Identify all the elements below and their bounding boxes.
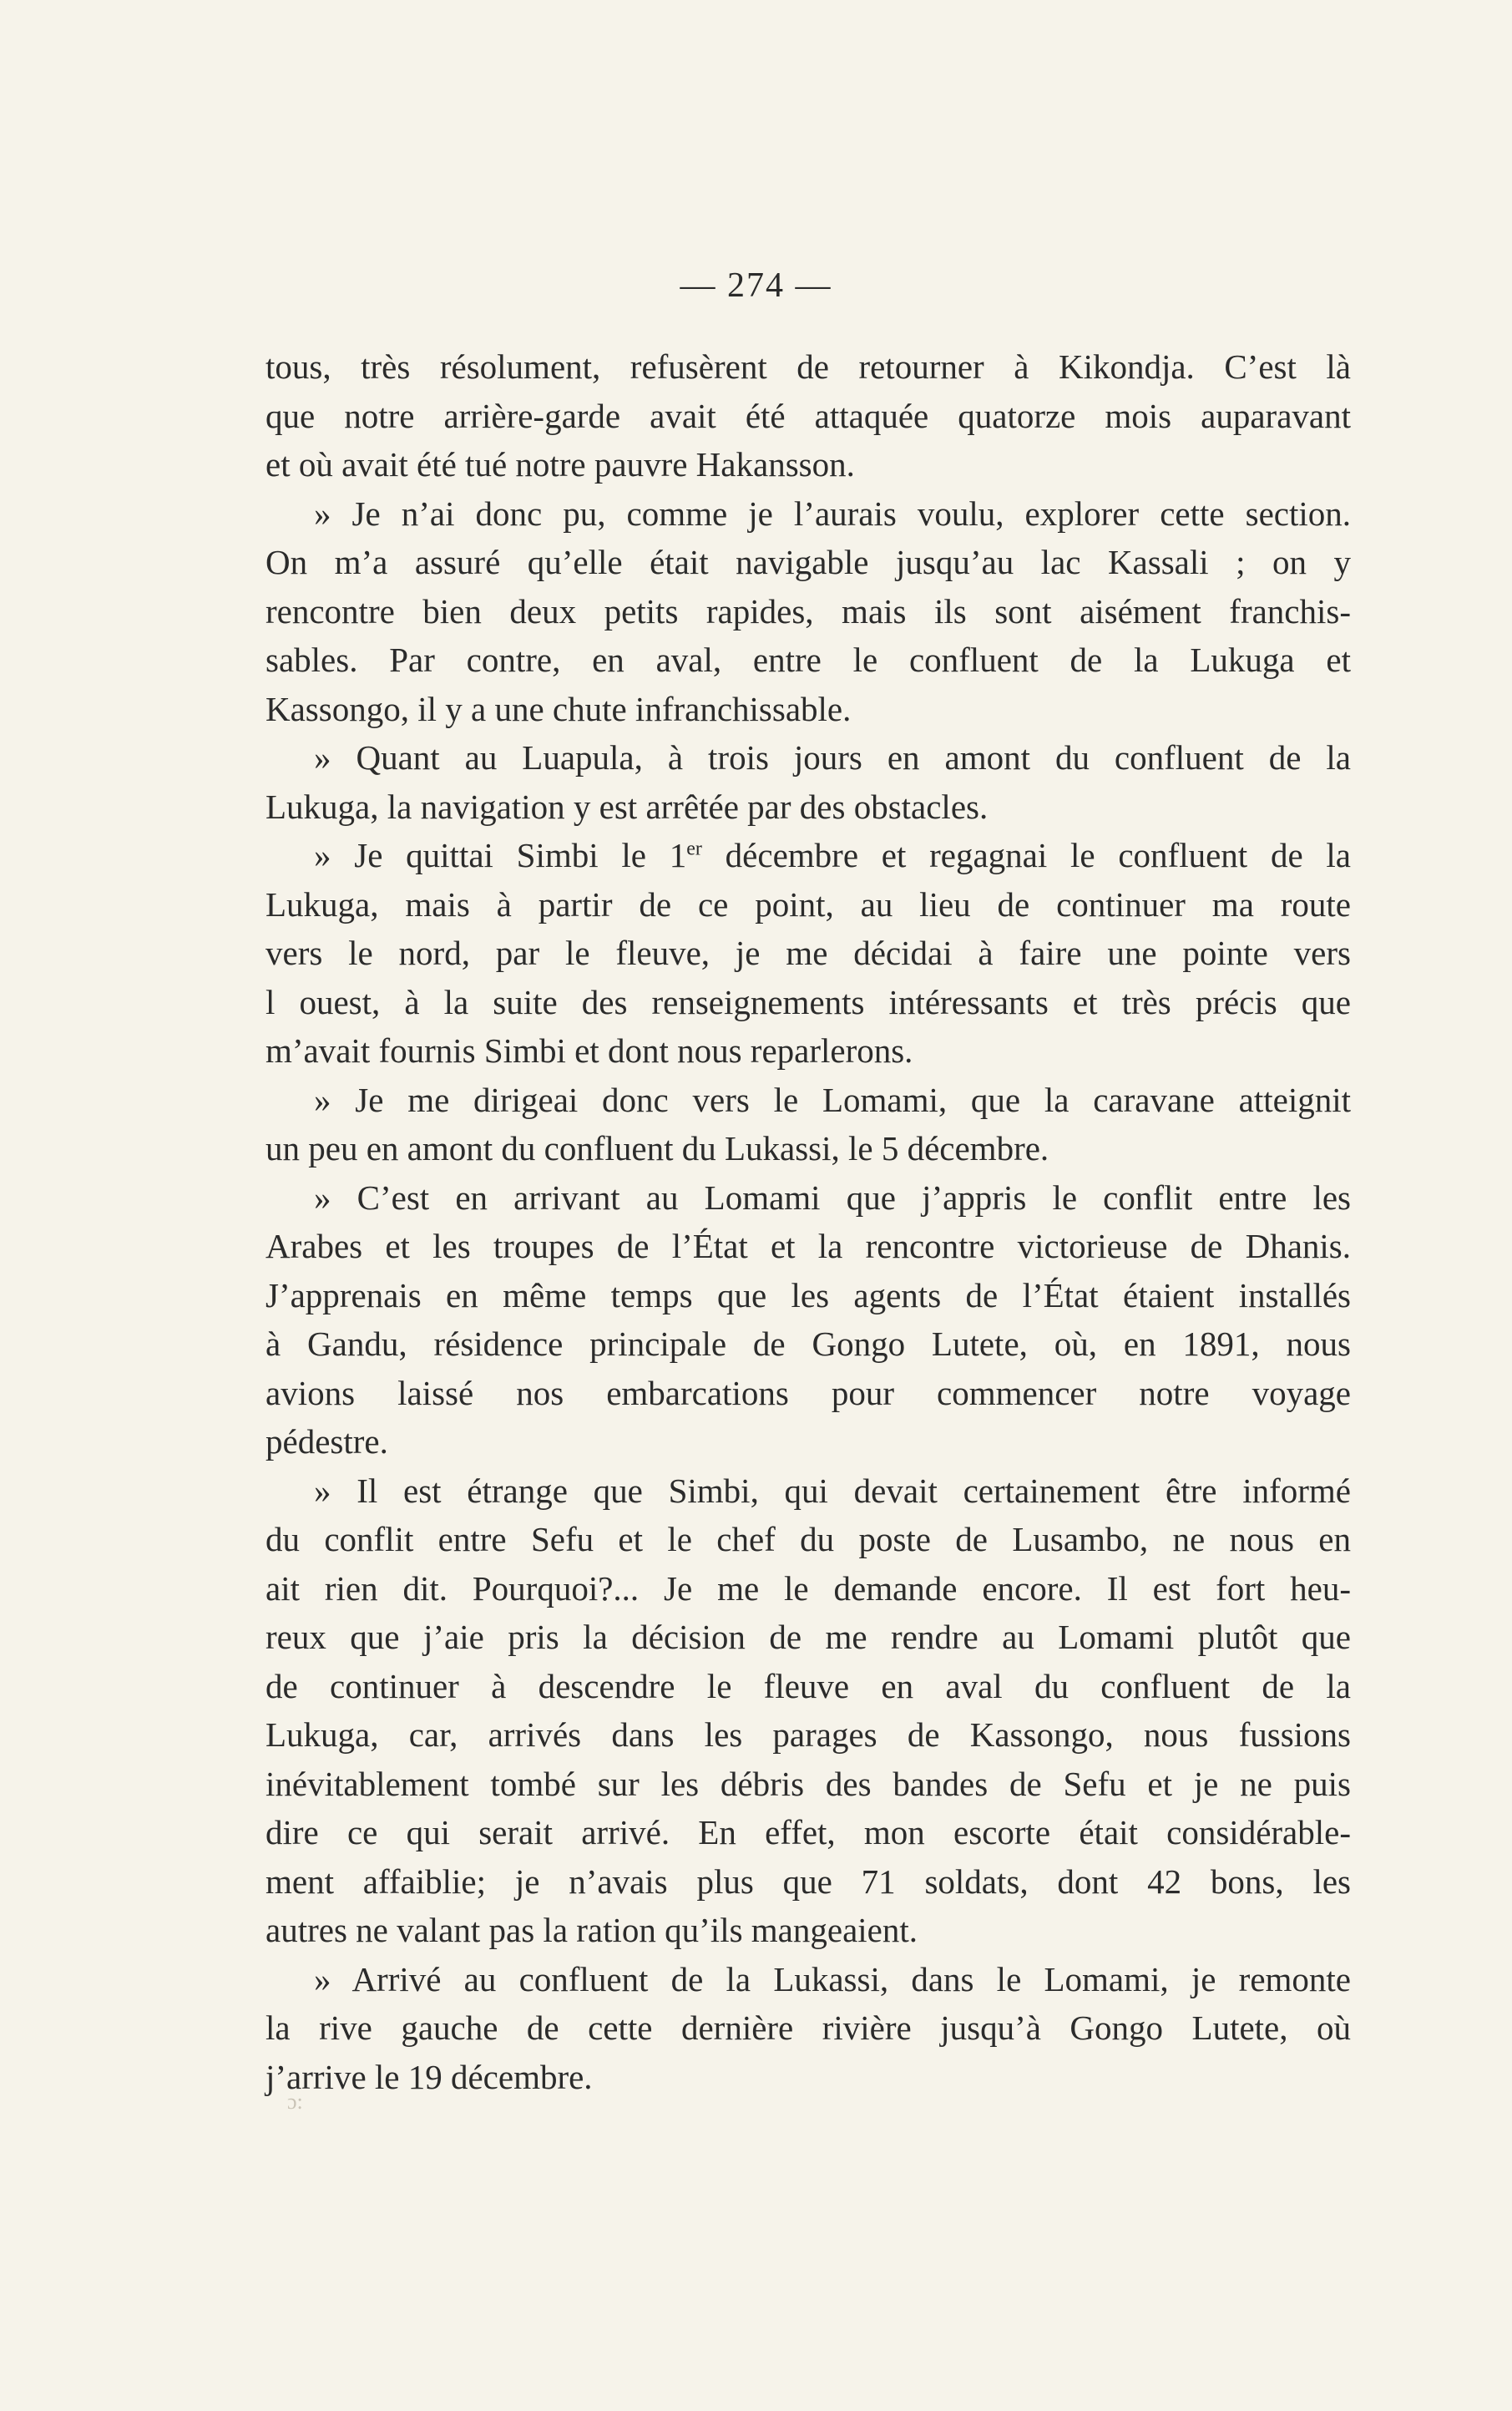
text-line: pédestre. [265,1422,388,1461]
text-line: et où avait été tué notre pauvre Hakansson. [265,445,855,484]
text-line: avions laissé nos embarcations pour commencer notre voyage [265,1373,1351,1412]
text-line: » Arrivé au confluent de la Lukassi, dans le Lomami, je remonte [314,1959,1351,1998]
text-line: vers le nord, par le fleuve, je me décidai à faire une pointe vers [265,934,1351,972]
text-line: » C’est en arrivant au Lomami que j’appris le conflit entre les [314,1178,1351,1217]
text-line: la rive gauche de cette dernière rivière jusqu’à Gongo Lutete, où [265,2008,1351,2047]
text-line: » Il est étrange que Simbi, qui devait certainement être informé [314,1471,1351,1510]
text-fragment: » Je quittai Simbi le 1 [314,836,687,874]
text-line: un peu en amont du confluent du Lukassi, le 5 décembre. [265,1129,1049,1168]
text-line: ment affaiblie; je n’avais plus que 71 soldats, dont 42 bons, les [265,1861,1351,1901]
page-number: — 274 — [680,266,832,305]
text-line: ait rien dit. Pourquoi?... Je me le demande encore. Il est fort heu- [265,1568,1351,1608]
text-line: Lukuga, car, arrivés dans les parages de Kassongo, nous fussions [265,1715,1351,1754]
text-line: tous, très résolument, refusèrent de retourner à Kikondja. C’est là [265,347,1351,386]
text-line: que notre arrière-garde avait été attaquée quatorze mois auparavant [265,396,1351,435]
text-line: On m’a assuré qu’elle était navigable jusqu’au lac Kassali ; on y [265,543,1351,581]
text-line: » Je me dirigeai donc vers le Lomami, que la caravane atteignit [314,1080,1351,1119]
text-line: sables. Par contre, en aval, entre le confluent de la Lukuga et [265,641,1351,679]
superscript: er [686,838,702,860]
text-line: Arabes et les troupes de l’État et la rencontre victorieuse de Dhanis. [265,1227,1351,1265]
text-line: inévitablement tombé sur les débris des bandes de Sefu et je ne puis [265,1764,1351,1803]
text-line: dire ce qui serait arrivé. En effet, mon escorte était considérable- [265,1813,1351,1851]
text-line: J’apprenais en même temps que les agents de l’État étaient installés [265,1275,1351,1314]
body-text [265,342,1351,2101]
text-line: l ouest, à la suite des renseignements intéressants et très précis que [265,982,1351,1021]
text-fragment: décembre et regagnai le confluent de la [701,836,1351,874]
text-line: rencontre bien deux petits rapides, mais ils sont aisément franchis- [265,591,1351,631]
text-line: » Je n’ai donc pu, comme je l’aurais voulu, explorer cette section. [314,494,1351,533]
text-line: » Quant au Luapula, à trois jours en amont du confluent de la [314,738,1351,777]
text-line-with-superscript [265,831,1351,880]
text-line: j’arrive le 19 décembre. [265,2057,593,2096]
text-line: reux que j’aie pris la décision de me rendre au Lomami plutôt que [265,1618,1351,1656]
text-line: de continuer à descendre le fleuve en aval du confluent de la [265,1666,1351,1705]
text-line: autres ne valant pas la ration qu’ils mangeaient. [265,1911,918,1949]
text-line: à Gandu, résidence principale de Gongo Lutete, où, en 1891, nous [265,1325,1351,1363]
text-line: Lukuga, la navigation y est arrêtée par des obstacles. [265,787,989,826]
stray-ink-mark: ɔ: [287,2089,303,2114]
text-line: Kassongo, il y a une chute infranchissable. [265,689,852,728]
text-line: Lukuga, mais à partir de ce point, au lieu de continuer ma route [265,884,1351,924]
text-line: m’avait fournis Simbi et dont nous reparlerons. [265,1031,913,1070]
text-line: du conflit entre Sefu et le chef du poste de Lusambo, ne nous en [265,1520,1351,1558]
